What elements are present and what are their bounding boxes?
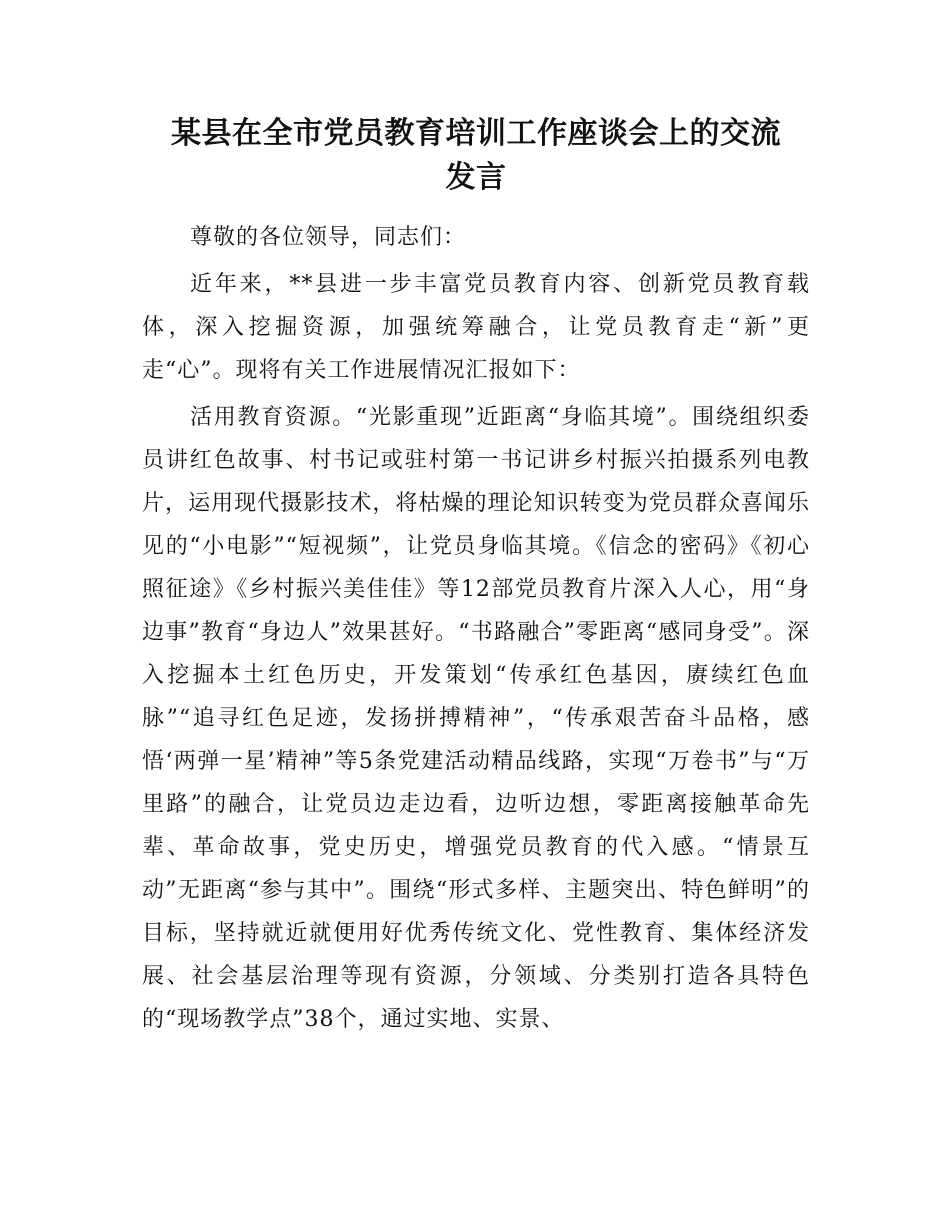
paragraph-resources: 活用教育资源。“光影重现”近距离“身临其境”。围绕组织委员讲红色故事、村书记或驻村第一书记讲乡村振兴拍摄系列电教片，运用现代摄影技术，将枯燥的理论知识转变为党员群众喜闻乐见的“小电影”“短视频”，让党员身临其境。《信念的密码》《初心照征途》《乡村振兴美佳佳》等12部党员教育片深入人心，用“身边事”教育“身边人”效果甚好。“书路融合”零距离“感同身受”。深入挖掘本土红色历史，开发策划“传承红色基因，赓续红色血脉”“追寻红色足迹，发扬拼搏精神”，“传承艰苦奋斗品格，感悟‘两弹一星’精神”等5条党建活动精品线路，实现“万卷书”与“万里路”的融合，让党员边走边看，边听边想，零距离接触革命先辈、革命故事，党史历史，增强党员教育的代入感。“情景互动”无距离“参与其中”。围绕“形式多样、主题突出、特色鲜明”的目标，坚持就近就便用好优秀传统文化、党性教育、集体经济发展、社会基层治理等现有资源，分领域、分类别打造各具特色的“现场教学点”38个，通过实地、实景、	[142, 405, 810, 1032]
document-title	[142, 112, 810, 200]
document-body	[142, 112, 810, 1041]
title-line-2: 发言	[445, 160, 507, 195]
paragraph-intro: 近年来，**县进一步丰富党员教育内容、创新党员教育载体，深入挖掘资源，加强统筹融合，让党员教育走“新”更走“心”。现将有关工作进展情况汇报如下：	[142, 272, 810, 383]
greeting: 尊敬的各位领导，同志们：	[190, 225, 467, 250]
title-line-1: 某县在全市党员教育培训工作座谈会上的交流	[171, 116, 781, 151]
